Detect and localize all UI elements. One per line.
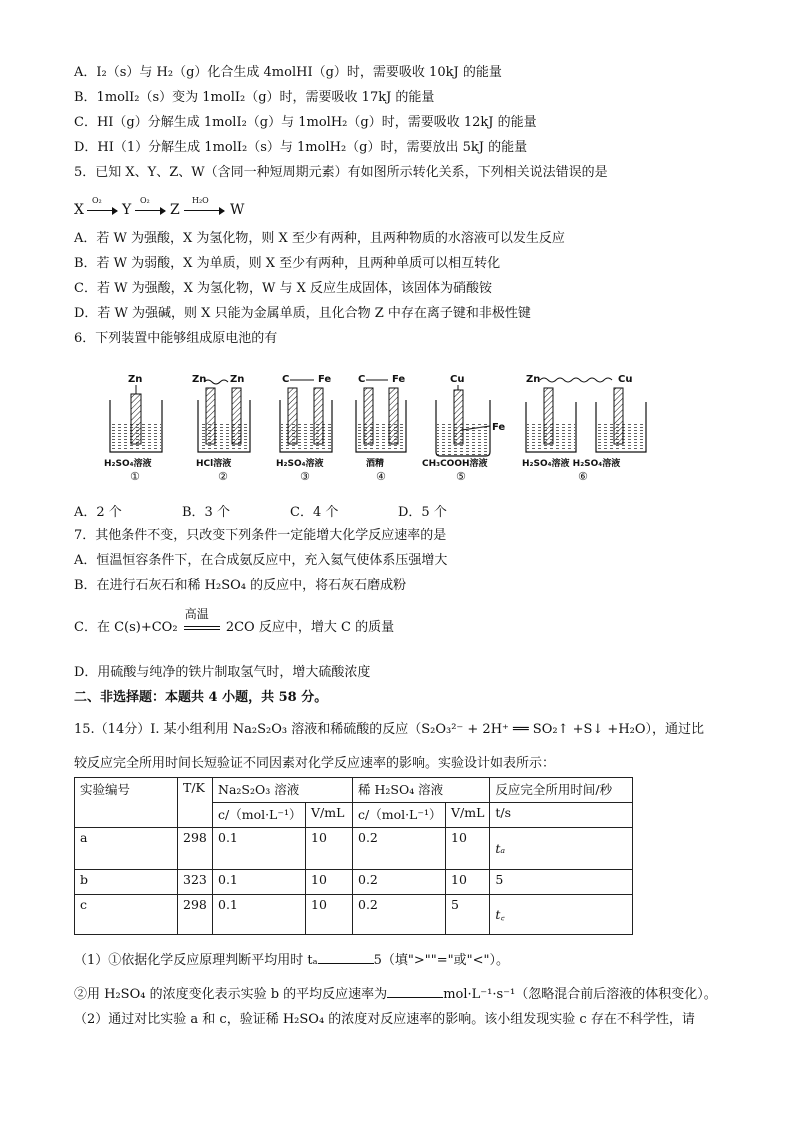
q15-part1-b-post: mol·L⁻¹·s⁻¹（忽略混合前后溶液的体积变化）。 — [443, 987, 717, 1002]
row-b-id: b — [75, 870, 178, 895]
num-3: ③ — [300, 470, 310, 483]
q15-part1-a — [74, 951, 509, 970]
row-c-c1: 0.1 — [213, 895, 306, 935]
species-x: X — [74, 202, 84, 218]
header-id: 实验编号 — [75, 778, 178, 828]
arrow-2 — [135, 210, 165, 211]
label-c-4: C — [358, 374, 366, 385]
row-a-time: tₐ — [490, 828, 633, 870]
row-c-v2: 5 — [446, 895, 490, 935]
species-w: W — [230, 202, 245, 218]
solution-4: 酒精 — [366, 459, 385, 469]
label-zn-2b: Zn — [230, 374, 245, 385]
q5-conversion-chain — [74, 196, 334, 222]
solution-3: H₂SO₄溶液 — [276, 459, 324, 469]
solution-1: H₂SO₄溶液 — [104, 459, 152, 469]
row-b-c2: 0.2 — [353, 870, 446, 895]
num-6: ⑥ — [578, 470, 588, 483]
q7-stem: 7．其他条件不变，只改变下列条件一定能增大化学反应速率的是 — [74, 528, 447, 543]
label-cu-6: Cu — [618, 374, 633, 385]
q5-option-a: A．若 W 为强酸，X 为氢化物，则 X 至少有两种，且两种物质的水溶液可以发生反应 — [74, 231, 565, 246]
label-zn-6: Zn — [526, 374, 541, 385]
q15-intro-line1: 15.（14分）Ⅰ. 某小组利用 Na₂S₂O₃ 溶液和稀硫酸的反应（S₂O₃²⁻ + 2H⁺ ══ SO₂↑ +S↓ +H₂O），通过比 — [74, 722, 705, 737]
q15-intro-line2: 较反应完全所用时间长短验证不同因素对化学反应速率的影响。实验设计如表所示： — [74, 756, 556, 771]
arrow-3 — [184, 210, 224, 211]
row-a-t: 298 — [178, 828, 213, 870]
label-zn-2a: Zn — [192, 374, 207, 385]
cell-1 — [104, 374, 162, 483]
answer-blank-1[interactable] — [318, 951, 374, 964]
q5-stem: 5．已知 X、Y、Z、W（含同一种短周期元素）有如图所示转化关系，下列相关说法错误的是 — [74, 165, 608, 180]
q5-option-c: C．若 W 为强酸，X 为氢化物，W 与 X 反应生成固体，该固体为硝酸铵 — [74, 281, 492, 296]
solution-5: CH₃COOH溶液 — [422, 459, 488, 469]
row-a-id: a — [75, 828, 178, 870]
header-h2so4: 稀 H₂SO₄ 溶液 — [353, 778, 490, 803]
header-time: 反应完全所用时间/秒 — [490, 778, 633, 803]
cell-2 — [192, 374, 250, 483]
table-row — [75, 828, 633, 870]
q15-part1-b — [74, 985, 717, 1004]
q6-options — [74, 501, 494, 519]
subheader-c1: c/（mol·L⁻¹） — [213, 803, 306, 828]
num-4: ④ — [376, 470, 386, 483]
num-2: ② — [218, 470, 228, 483]
subheader-c2: c/（mol·L⁻¹） — [353, 803, 446, 828]
q7-c-pre: C．在 C(s)+CO₂ — [74, 620, 178, 635]
row-b-v1: 10 — [306, 870, 353, 895]
q7-option-c — [74, 607, 395, 637]
cell-4 — [356, 374, 406, 483]
experiment-table — [74, 777, 633, 935]
galvanic-cell-figure — [100, 372, 660, 490]
header-na2s2o3: Na₂S₂O₃ 溶液 — [213, 778, 353, 803]
subheader-ts: t/s — [490, 803, 633, 828]
reagent-o2-1: O₂ — [92, 196, 102, 205]
row-a-c2: 0.2 — [353, 828, 446, 870]
num-1: ① — [130, 470, 140, 483]
q15-part1-a-post: 5（填">""="或"<"）。 — [373, 953, 509, 968]
reagent-o2-2: O₂ — [140, 196, 150, 205]
row-a-v2: 10 — [446, 828, 490, 870]
row-a-v1: 10 — [306, 828, 353, 870]
cell-5 — [422, 374, 505, 483]
species-y: Y — [122, 202, 132, 218]
q6-option-a: A．2 个 — [74, 505, 122, 520]
solution-6: H₂SO₄溶液 H₂SO₄溶液 — [522, 459, 621, 469]
q6-option-d: D．5 个 — [398, 505, 447, 520]
label-cu-5: Cu — [450, 374, 465, 385]
q6-option-b: B．3 个 — [182, 505, 230, 520]
label-c-3: C — [282, 374, 290, 385]
q4-option-d: D．HI（1）分解生成 1molI₂（s）与 1molH₂（g）时，需要放出 5kJ 的能量 — [74, 140, 528, 155]
cell-3 — [276, 374, 332, 483]
cell-6 — [522, 374, 646, 483]
q5-option-b: B．若 W 为弱酸，X 为单质，则 X 至少有两种，且两种单质可以相互转化 — [74, 256, 501, 271]
row-b-v2: 10 — [446, 870, 490, 895]
header-t: T/K — [178, 778, 213, 828]
equilibrium-sign — [182, 607, 222, 637]
table-header-row — [75, 778, 633, 803]
q7-option-d: D．用硫酸与纯净的铁片制取氢气时，增大硫酸浓度 — [74, 665, 371, 680]
q15-part1-a-pre: （1）①依据化学反应原理判断平均用时 tₐ — [74, 953, 318, 968]
q15-part2: （2）通过对比实验 a 和 c，验证稀 H₂SO₄ 的浓度对反应速率的影响。该小组发现实验 c 存在不科学性，请 — [74, 1012, 695, 1027]
q7-option-a: A．恒温恒容条件下，在合成氨反应中，充入氦气使体系压强增大 — [74, 553, 448, 568]
row-c-c2: 0.2 — [353, 895, 446, 935]
row-c-time: t꜀ — [490, 895, 633, 935]
q6-stem: 6．下列装置中能够组成原电池的有 — [74, 331, 278, 346]
condition-high-temp: 高温 — [184, 607, 209, 621]
q6-option-c: C．4 个 — [290, 505, 339, 520]
table-row — [75, 870, 633, 895]
table-row — [75, 895, 633, 935]
q7-option-b: B．在进行石灰石和稀 H₂SO₄ 的反应中，将石灰石磨成粉 — [74, 578, 407, 593]
row-b-c1: 0.1 — [213, 870, 306, 895]
subheader-v2: V/mL — [446, 803, 490, 828]
row-c-id: c — [75, 895, 178, 935]
answer-blank-2[interactable] — [387, 985, 443, 998]
row-b-time: 5 — [490, 870, 633, 895]
num-5: ⑤ — [456, 470, 466, 483]
reagent-h2o: H₂O — [192, 196, 209, 205]
q15-part1-b-pre: ②用 H₂SO₄ 的浓度变化表示实验 b 的平均反应速率为 — [74, 987, 388, 1002]
row-b-t: 323 — [178, 870, 213, 895]
label-fe-3: Fe — [318, 374, 332, 385]
q4-option-a: A．I₂（s）与 H₂（g）化合生成 4molHI（g）时，需要吸收 10kJ 的能量 — [74, 65, 502, 80]
row-a-c1: 0.1 — [213, 828, 306, 870]
section-heading: 二、非选择题：本题共 4 小题，共 58 分。 — [74, 690, 328, 705]
q4-option-b: B．1molI₂（s）变为 1molI₂（g）时，需要吸收 17kJ 的能量 — [74, 90, 435, 105]
species-z: Z — [170, 202, 180, 218]
label-fe-4: Fe — [392, 374, 406, 385]
q4-option-c: C．HI（g）分解生成 1molI₂（g）与 1molH₂（g）时，需要吸收 12kJ 的能量 — [74, 115, 537, 130]
label-fe-5: Fe — [492, 422, 506, 433]
subheader-v1: V/mL — [306, 803, 353, 828]
solution-2: HCl溶液 — [196, 459, 232, 469]
row-c-v1: 10 — [306, 895, 353, 935]
q5-option-d: D．若 W 为强碱，则 X 只能为金属单质，且化合物 Z 中存在离子键和非极性键 — [74, 306, 531, 321]
label-zn: Zn — [128, 374, 143, 385]
row-c-t: 298 — [178, 895, 213, 935]
arrow-1 — [87, 210, 117, 211]
q7-c-post: 2CO 反应中，增大 C 的质量 — [225, 620, 395, 635]
